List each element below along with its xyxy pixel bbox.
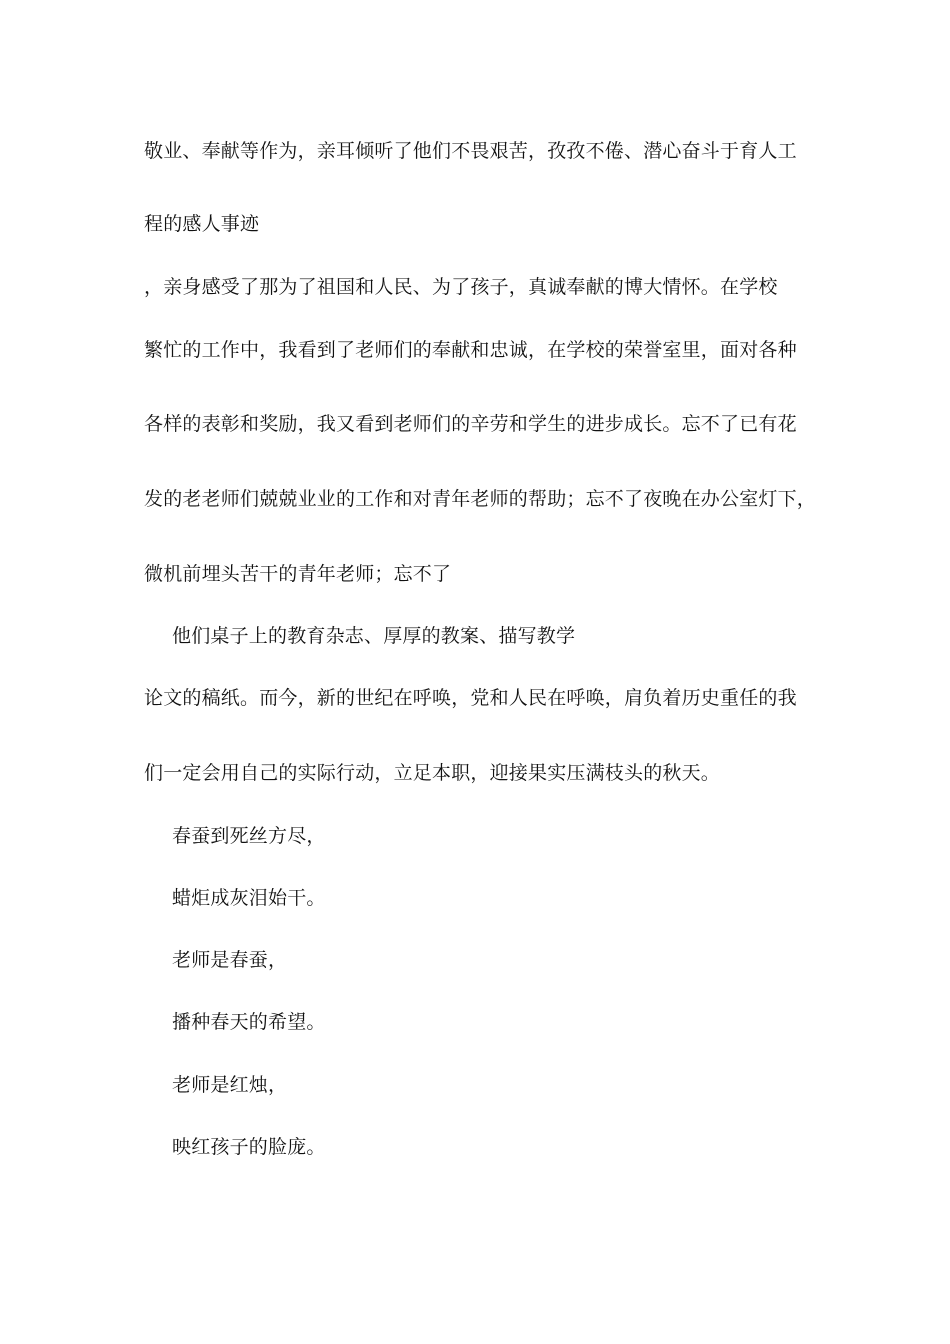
paragraph-line: 各样的表彰和奖励，我又看到老师们的辛劳和学生的进步成长。忘不了已有花	[144, 413, 797, 435]
paragraph-line: 敬业、奉献等作为，亲耳倾听了他们不畏艰苦，孜孜不倦、潜心奋斗于育人工	[144, 140, 797, 162]
paragraph-line: 程的感人事迹	[144, 213, 260, 235]
poem-line: 映红孩子的脸庞。	[172, 1136, 326, 1158]
paragraph-line: ，亲身感受了那为了祖国和人民、为了孩子，真诚奉献的博大情怀。在学校	[144, 276, 778, 298]
poem-line: 老师是春蚕，	[172, 949, 288, 971]
paragraph-line: 繁忙的工作中，我看到了老师们的奉献和忠诚，在学校的荣誉室里，面对各种	[144, 339, 797, 361]
poem-line: 春蚕到死丝方尽，	[172, 825, 326, 847]
paragraph-line: 们一定会用自己的实际行动，立足本职，迎接果实压满枝头的秋天。	[144, 762, 721, 784]
paragraph-line: 发的老老师们兢兢业业的工作和对青年老师的帮助；忘不了夜晚在办公室灯下，	[144, 488, 817, 510]
poem-line: 老师是红烛，	[172, 1074, 288, 1096]
paragraph-line: 论文的稿纸。而今，新的世纪在呼唤，党和人民在呼唤，肩负着历史重任的我	[144, 687, 797, 709]
paragraph-line: 他们桌子上的教育杂志、厚厚的教案、描写教学	[172, 625, 576, 647]
paragraph-line: 微机前埋头苦干的青年老师；忘不了	[144, 563, 452, 585]
poem-line: 蜡炬成灰泪始干。	[172, 887, 326, 909]
poem-line: 播种春天的希望。	[172, 1011, 326, 1033]
